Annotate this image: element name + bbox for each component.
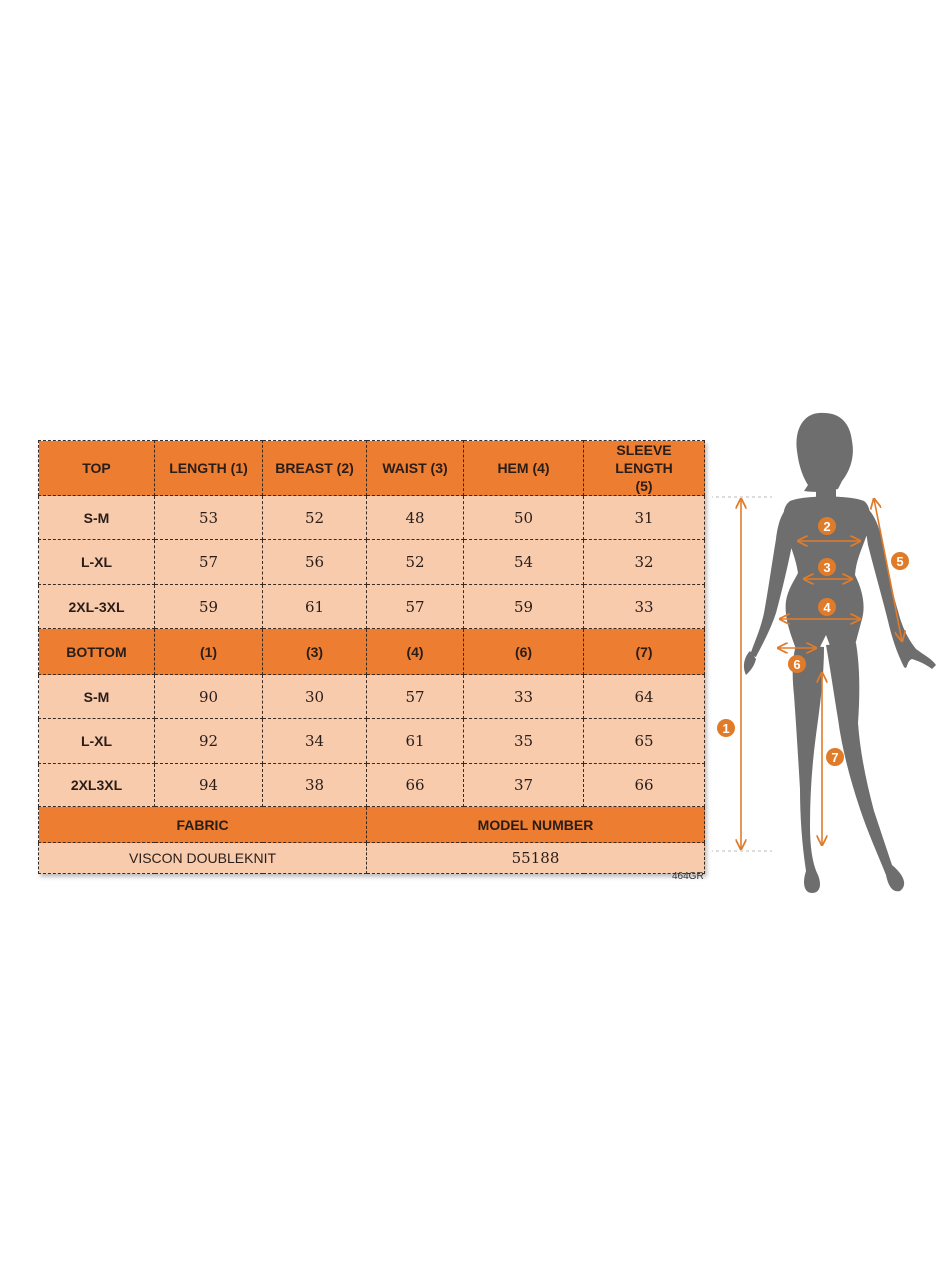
svg-text:5: 5 — [896, 554, 904, 569]
table-cell: 33 — [464, 675, 584, 719]
svg-text:7: 7 — [831, 750, 839, 765]
marker-1 — [717, 719, 735, 737]
product-code: 464GR — [672, 871, 704, 882]
size-label: L-XL — [39, 719, 155, 764]
table-cell: 37 — [464, 764, 584, 807]
model-number-label: MODEL NUMBER — [367, 807, 705, 843]
marker-7 — [826, 748, 844, 766]
header-cell: (3) — [263, 629, 367, 675]
header-cell: LENGTH (1) — [155, 441, 263, 496]
header-cell: BREAST (2) — [263, 441, 367, 496]
model-number-value: 55188 — [367, 843, 705, 874]
size-label: L-XL — [39, 540, 155, 585]
table-cell: 31 — [584, 496, 705, 540]
header-cell: HEM (4) — [464, 441, 584, 496]
table-cell: 59 — [155, 585, 263, 629]
marker-5 — [891, 552, 909, 570]
header-cell: WAIST (3) — [367, 441, 464, 496]
table-cell: 52 — [367, 540, 464, 585]
header-cell: (4) — [367, 629, 464, 675]
table-cell: 90 — [155, 675, 263, 719]
table-row — [39, 496, 705, 540]
marker-6 — [788, 655, 806, 673]
header-cell: (1) — [155, 629, 263, 675]
size-chart-table — [38, 440, 705, 874]
table-cell: 48 — [367, 496, 464, 540]
table-row — [39, 764, 705, 807]
fabric-label: FABRIC — [39, 807, 367, 843]
table-cell: 52 — [263, 496, 367, 540]
table-cell: 59 — [464, 585, 584, 629]
size-label: 2XL-3XL — [39, 585, 155, 629]
table-cell: 66 — [584, 764, 705, 807]
marker-3 — [818, 558, 836, 576]
table-cell: 56 — [263, 540, 367, 585]
table-cell: 50 — [464, 496, 584, 540]
table-cell: 35 — [464, 719, 584, 764]
header-cell: TOP — [39, 441, 155, 496]
top-header-row — [39, 441, 705, 496]
table-cell: 57 — [367, 675, 464, 719]
table-row — [39, 719, 705, 764]
marker-2 — [818, 517, 836, 535]
size-label: S-M — [39, 675, 155, 719]
svg-text:3: 3 — [823, 560, 831, 575]
fabric-value-row — [39, 843, 705, 874]
header-cell: (7) — [584, 629, 705, 675]
size-label: 2XL3XL — [39, 764, 155, 807]
table-cell: 57 — [155, 540, 263, 585]
table-row — [39, 585, 705, 629]
size-label: S-M — [39, 496, 155, 540]
svg-text:2: 2 — [823, 519, 831, 534]
body-measurement-figure — [712, 405, 940, 900]
svg-text:4: 4 — [823, 600, 831, 615]
marker-4 — [818, 598, 836, 616]
table-cell: 94 — [155, 764, 263, 807]
table-cell: 32 — [584, 540, 705, 585]
table-cell: 53 — [155, 496, 263, 540]
table-cell: 61 — [367, 719, 464, 764]
table-cell: 30 — [263, 675, 367, 719]
header-cell: SLEEVE LENGTH (5) — [584, 441, 705, 496]
table-row — [39, 675, 705, 719]
table-cell: 57 — [367, 585, 464, 629]
table-cell: 64 — [584, 675, 705, 719]
fabric-header-row — [39, 807, 705, 843]
svg-text:1: 1 — [722, 721, 730, 736]
table-cell: 38 — [263, 764, 367, 807]
table-cell: 92 — [155, 719, 263, 764]
svg-text:6: 6 — [793, 657, 801, 672]
table-cell: 54 — [464, 540, 584, 585]
header-cell: (6) — [464, 629, 584, 675]
table-cell: 33 — [584, 585, 705, 629]
header-cell: BOTTOM — [39, 629, 155, 675]
table-cell: 66 — [367, 764, 464, 807]
table-cell: 61 — [263, 585, 367, 629]
table-cell: 34 — [263, 719, 367, 764]
woman-silhouette — [744, 413, 936, 893]
table-cell: 65 — [584, 719, 705, 764]
fabric-value: VISCON DOUBLEKNIT — [39, 843, 367, 874]
bottom-header-row — [39, 629, 705, 675]
table-row — [39, 540, 705, 585]
